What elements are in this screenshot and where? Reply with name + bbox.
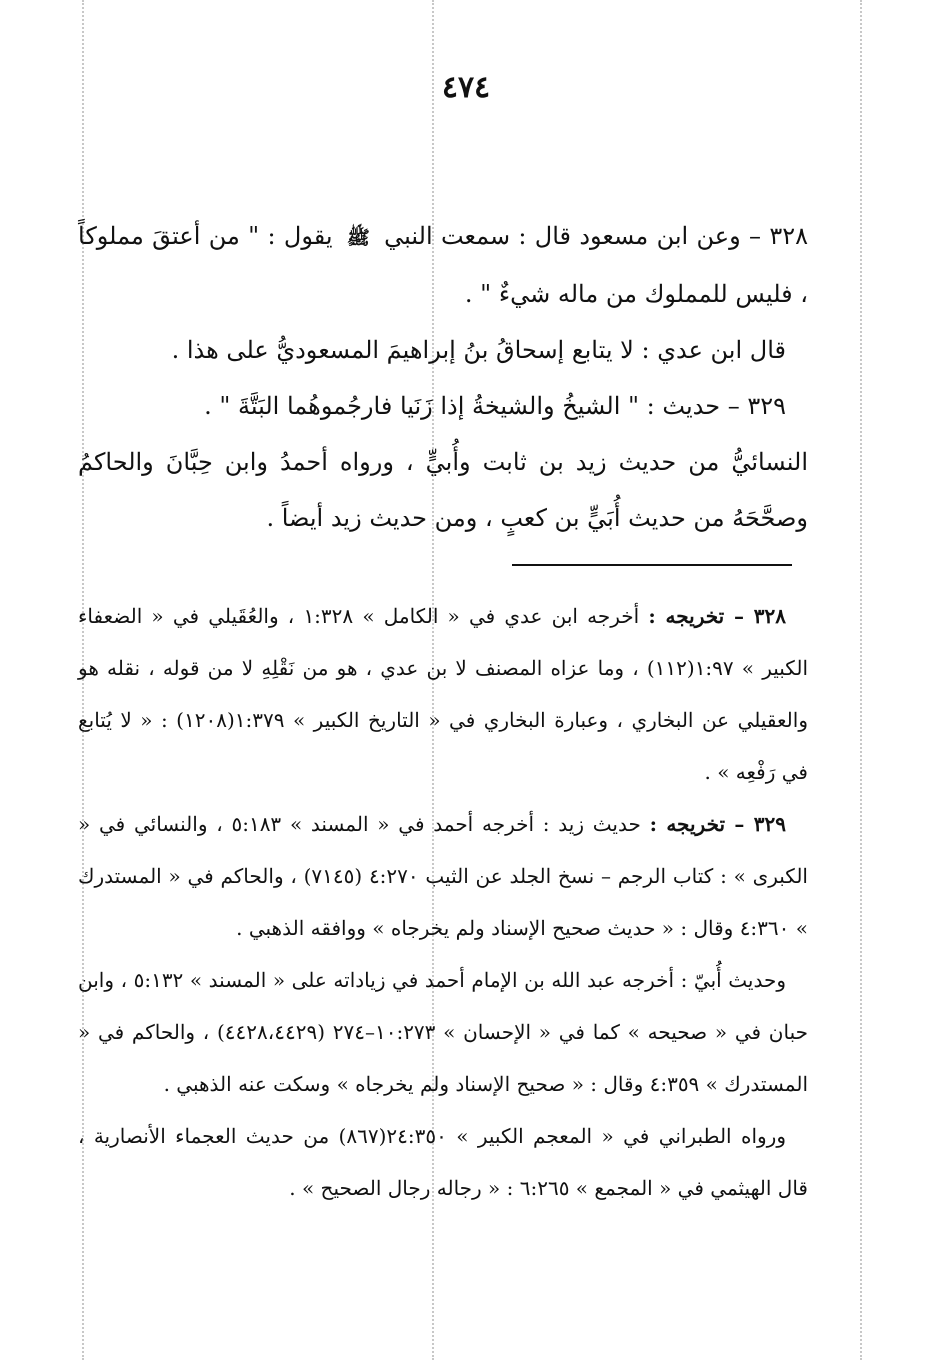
salawat-icon: ﷺ xyxy=(346,226,370,249)
comment-329: النسائيُّ من حديث زيد بن ثابت وأُبيٍّ ، ورواه أحمدُ وابن حِبَّانَ والحاكمُ وصحَّحَهُ من حديث أُبَيٍّ بن كعبٍ ، ومن حديث زيد أيضاً . xyxy=(78,447,808,532)
footnote-tabarani: ورواه الطبراني في « المعجم الكبير » ٢٤:٣٥٠(٨٦٧) من حديث العجماء الأنصارية ، قال الهيثمي في « المجمع » ٦:٢٦٥ : « رجاله رجال الصحيح » . xyxy=(78,1124,808,1200)
scan-dotted-line-right xyxy=(860,0,862,1360)
hadith-328 xyxy=(78,208,808,322)
hadith-328-first-part: ٣٢٨ – وعن ابن مسعود قال : سمعت النبي xyxy=(384,222,808,250)
footnotes xyxy=(78,590,808,1214)
footnote-328-text: أخرجه ابن عدي في « الكامل » ١:٣٢٨ ، والعُقَيلي في « الضعفاء الكبير » ١:٩٧(١١٢) ، وما عزاه المصنف لا بن عدي ، هو من نَقْلِهِ لا من قوله ، نقله هو والعقيلي عن البخاري ، وعبارة البخاري في « التاريخ الكبير » ١:٣٧٩(١٢٠٨) : « لا يُتابع في رَفْعِه » . xyxy=(78,604,809,784)
footnote-328-label: ٣٢٨ – تخريجه : xyxy=(648,604,786,628)
comment-328: قال ابن عدي : لا يتابع إسحاقُ بنُ إبراهيمَ المسعوديُّ على هذا . xyxy=(171,335,786,364)
footnote-separator xyxy=(512,564,792,566)
main-text xyxy=(78,208,808,546)
hadith-328-second-part: يقول : " من أعتقَ مملوكاً ، فليس للمملوك من ماله شيءٌ " . xyxy=(78,222,808,308)
footnote-329-label: ٣٢٩ – تخريجه : xyxy=(649,812,787,836)
footnote-328 xyxy=(78,590,808,798)
footnote-329 xyxy=(78,798,808,954)
footnote-ubayy: وحديث أُبيّ : أخرجه عبد الله بن الإمام أحمد في زياداته على « المسند » ٥:١٣٢ ، وابن حبان في « صحيحه » كما في « الإحسان » ١٠:٢٧٣–٢٧٤ (٤٤٢٨،٤٤٢٩) ، والحاكم في « المستدرك » ٤:٣٥٩ وقال : « صحيح الإسناد ولم يخرجاه » وسكت عنه الذهبي . xyxy=(78,968,808,1096)
footnote-329-text: حديث زيد : أخرجه أحمد في « المسند » ٥:١٨٣ ، والنسائي في « الكبرى » : كتاب الرجم – نسخ الجلد عن الثيب ٤:٢٧٠ (٧١٤٥) ، والحاكم في « المستدرك » ٤:٣٦٠ وقال : « حديث صحيح الإسناد ولم يخرجاه » ووافقه الذهبي . xyxy=(78,812,808,940)
page-number: ٤٧٤ xyxy=(441,70,491,105)
hadith-329: ٣٢٩ – حديث : " الشيخُ والشيخةُ إذا زَنَيا فارجُموهُما البَتَّةَ " . xyxy=(204,391,786,420)
